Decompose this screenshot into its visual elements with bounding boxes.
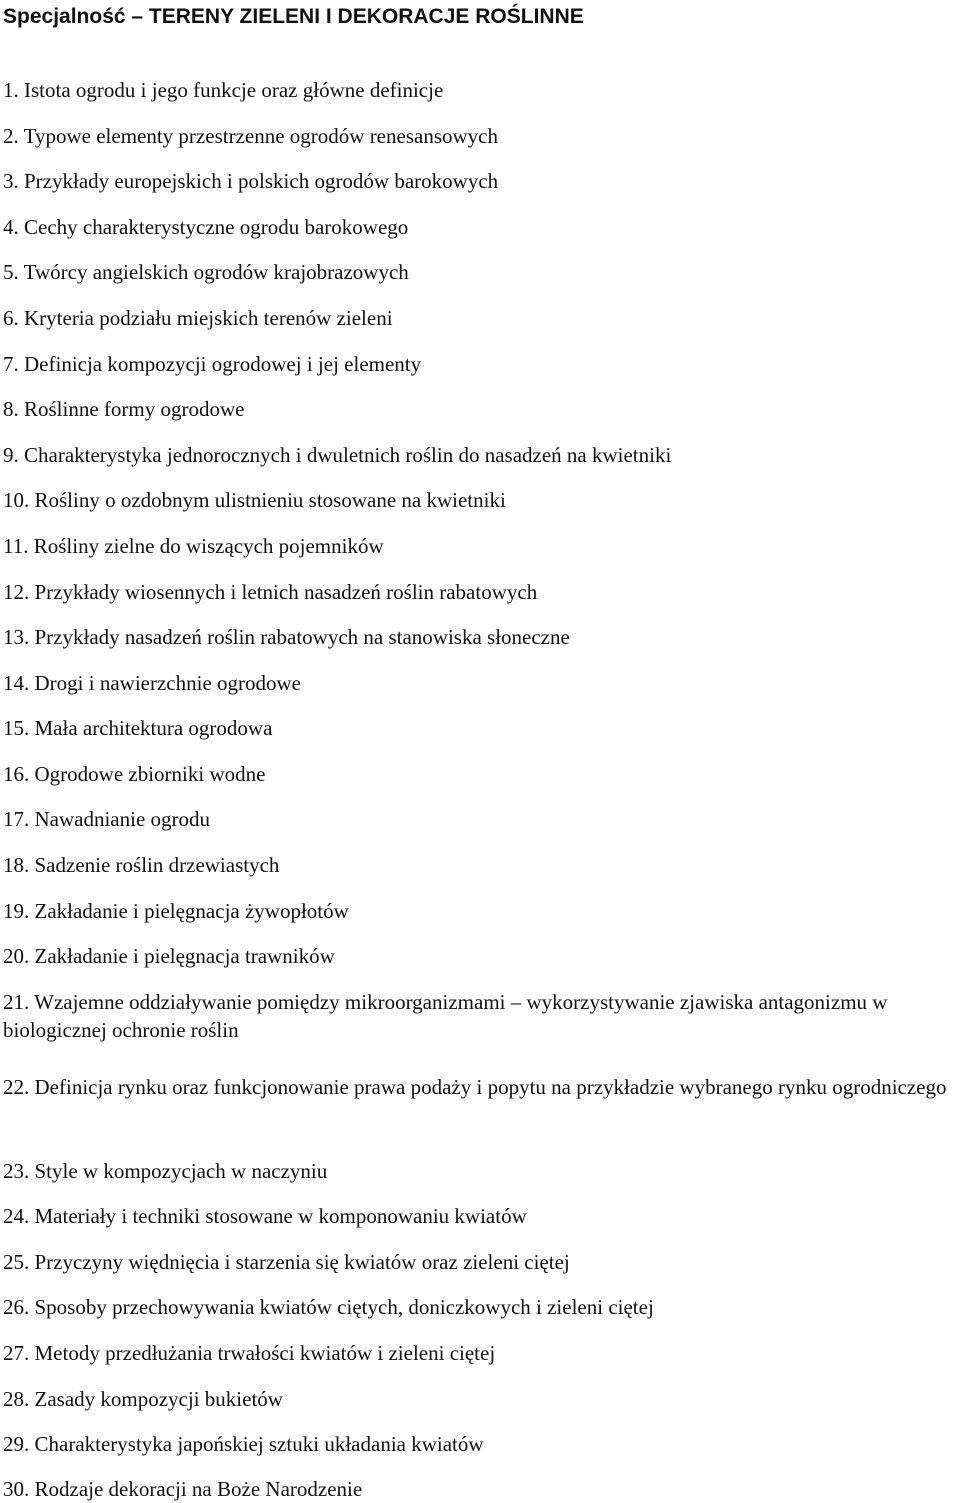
list-item: 15. Mała architektura ogrodowa (3, 716, 273, 740)
list-item: 7. Definicja kompozycji ogrodowej i jej elementy (3, 352, 422, 376)
list-item: 4. Cechy charakterystyczne ogrodu barokowego (3, 215, 409, 239)
list-item: 11. Rośliny zielne do wiszących pojemników (3, 534, 384, 558)
list-item: 5. Twórcy angielskich ogrodów krajobrazowych (3, 260, 409, 284)
document-title: Specjalność – TERENY ZIELENI I DEKORACJE ROŚLINNE (3, 5, 584, 28)
list-item: 3. Przykłady europejskich i polskich ogrodów barokowych (3, 169, 499, 193)
list-item: 19. Zakładanie i pielęgnacja żywopłotów (3, 899, 349, 923)
list-item: 23. Style w kompozycjach w naczyniu (3, 1159, 328, 1183)
list-item: 9. Charakterystyka jednorocznych i dwuletnich roślin do nasadzeń na kwietniki (3, 443, 672, 467)
list-item: 25. Przyczyny więdnięcia i starzenia się kwiatów oraz zieleni ciętej (3, 1250, 570, 1274)
list-item: 16. Ogrodowe zbiorniki wodne (3, 762, 266, 786)
list-item: 17. Nawadnianie ogrodu (3, 807, 211, 831)
list-item: 13. Przykłady nasadzeń roślin rabatowych na stanowiska słoneczne (3, 625, 570, 649)
list-item: 24. Materiały i techniki stosowane w komponowaniu kwiatów (3, 1204, 527, 1228)
list-item: 26. Sposoby przechowywania kwiatów ciętych, doniczkowych i zieleni ciętej (3, 1295, 654, 1319)
list-item: 8. Roślinne formy ogrodowe (3, 397, 245, 421)
list-item: 6. Kryteria podziału miejskich terenów zieleni (3, 306, 393, 330)
list-item: 22. Definicja rynku oraz funkcjonowanie prawa podaży i popytu na przykładzie wybranego rynku ogrodniczego (3, 1075, 947, 1099)
list-item: 30. Rodzaje dekoracji na Boże Narodzenie (3, 1477, 363, 1501)
list-item: 21. Wzajemne oddziaływanie pomiędzy mikroorganizmami – wykorzystywanie zjawiska antagonizmu w biologicznej ochronie roślin (3, 990, 888, 1042)
list-item: 14. Drogi i nawierzchnie ogrodowe (3, 671, 301, 695)
list-item: 27. Metody przedłużania trwałości kwiatów i zieleni ciętej (3, 1341, 496, 1365)
list-item: 2. Typowe elementy przestrzenne ogrodów renesansowych (3, 124, 498, 148)
list-item: 10. Rośliny o ozdobnym ulistnieniu stosowane na kwietniki (3, 488, 506, 512)
list-item: 12. Przykłady wiosennych i letnich nasadzeń roślin rabatowych (3, 580, 538, 604)
list-item: 20. Zakładanie i pielęgnacja trawników (3, 944, 335, 968)
list-item: 1. Istota ogrodu i jego funkcje oraz główne definicje (3, 78, 444, 102)
list-item: 28. Zasady kompozycji bukietów (3, 1387, 283, 1411)
list-item: 18. Sadzenie roślin drzewiastych (3, 853, 280, 877)
list-item: 29. Charakterystyka japońskiej sztuki układania kwiatów (3, 1432, 484, 1456)
